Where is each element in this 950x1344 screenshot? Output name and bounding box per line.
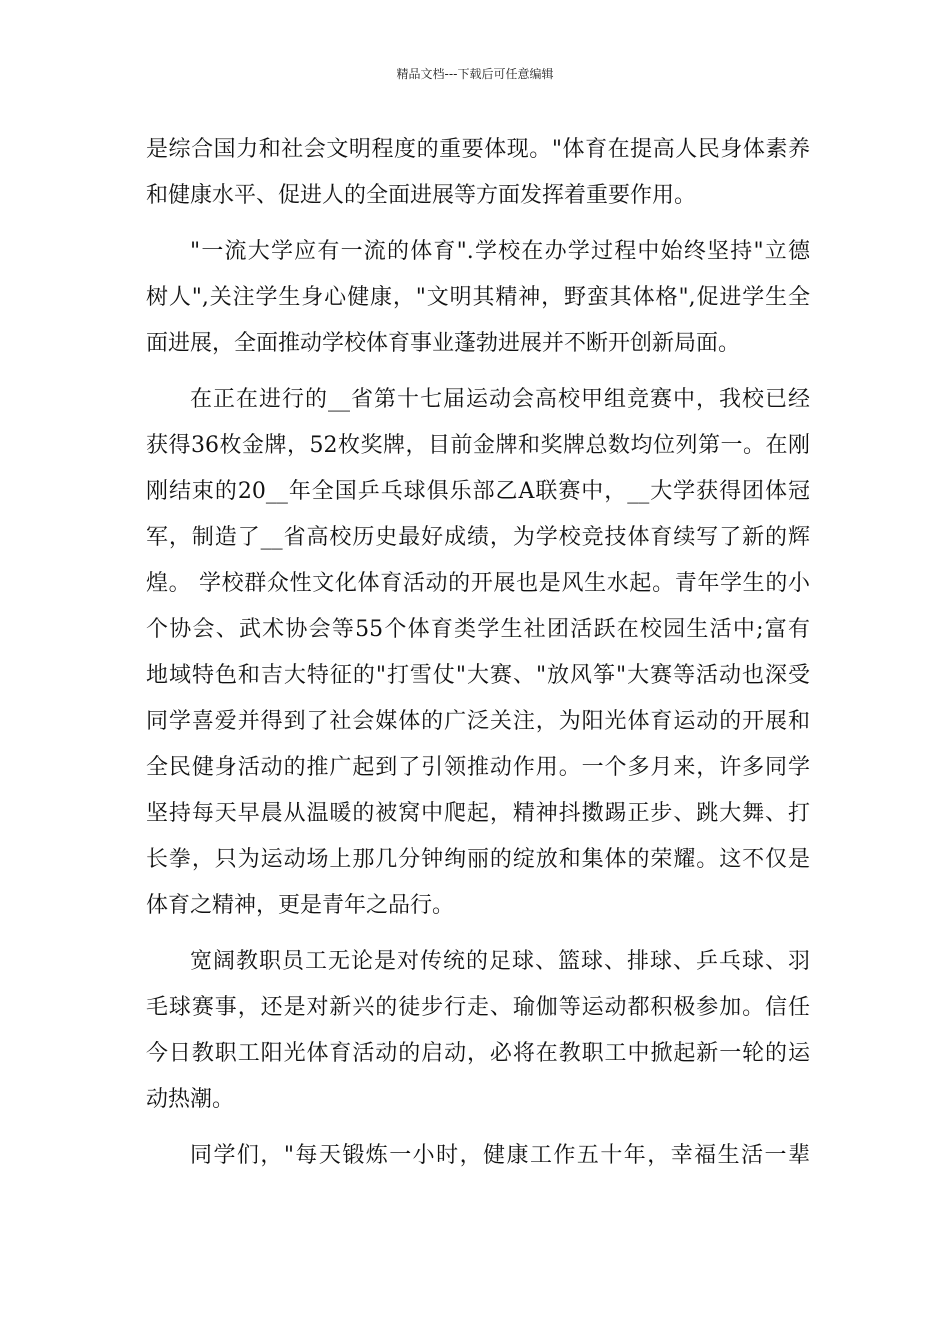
paragraph (146, 939, 810, 1123)
paragraph (146, 377, 810, 929)
text-line: 和健康水平、促进人的全面进展等方面发挥着重要作用。 (146, 183, 697, 208)
text-line: 煌。 学校群众性文化体育活动的开展也是风生水起。青年学生的小 (146, 571, 810, 596)
paragraph (146, 127, 810, 219)
text-line: 长拳，只为运动场上那几分钟绚丽的绽放和集体的荣耀。这不仅是 (146, 847, 810, 872)
document-body (146, 127, 810, 1179)
text-line: 树人",关注学生身心健康，"文明其精神，野蛮其体格",促进学生全 (146, 285, 810, 310)
text-line: 体育之精神，更是青年之品行。 (146, 893, 455, 918)
text-line: "一流大学应有一流的体育".学校在办学过程中始终坚持"立德 (190, 239, 810, 264)
text-line: 军，制造了__省高校历史最好成绩，为学校竞技体育续写了新的辉 (146, 525, 810, 550)
text-line: 坚持每天早晨从温暖的被窝中爬起，精神抖擞踢正步、跳大舞、打 (146, 801, 810, 826)
text-line: 毛球赛事，还是对新兴的徒步行走、瑜伽等运动都积极参加。信任 (146, 995, 810, 1020)
text-line: 获得36枚金牌，52枚奖牌，目前金牌和奖牌总数均位列第一。在刚 (146, 433, 810, 458)
paragraph (146, 1133, 810, 1179)
text-line: 同学喜爱并得到了社会媒体的广泛关注，为阳光体育运动的开展和 (146, 709, 810, 734)
text-line: 今日教职工阳光体育活动的启动，必将在教职工中掀起新一轮的运 (146, 1041, 810, 1066)
text-line: 宽阔教职员工无论是对传统的足球、篮球、排球、乒乓球、羽 (190, 949, 810, 974)
text-line: 个协会、武术协会等55个体育类学生社团活跃在校园生活中;富有 (146, 617, 810, 642)
text-line: 在正在进行的__省第十七届运动会高校甲组竞赛中，我校已经 (190, 387, 810, 412)
text-line: 地域特色和吉大特征的"打雪仗"大赛、"放风筝"大赛等活动也深受 (146, 663, 810, 688)
page-header: 精品文档---下载后可任意编辑 (396, 67, 554, 81)
text-line: 全民健身活动的推广起到了引领推动作用。一个多月来，许多同学 (146, 755, 810, 780)
text-line: 刚结束的20__年全国乒乓球俱乐部乙A联赛中，__大学获得团体冠 (146, 479, 810, 504)
paragraph (146, 229, 810, 367)
text-line: 面进展，全面推动学校体育事业蓬勃进展并不断开创新局面。 (146, 331, 741, 356)
text-line: 动热潮。 (146, 1087, 235, 1112)
text-line: 是综合国力和社会文明程度的重要体现。"体育在提高人民身体素养 (146, 137, 810, 162)
text-line: 同学们，"每天锻炼一小时，健康工作五十年，幸福生活一辈 (190, 1143, 810, 1168)
